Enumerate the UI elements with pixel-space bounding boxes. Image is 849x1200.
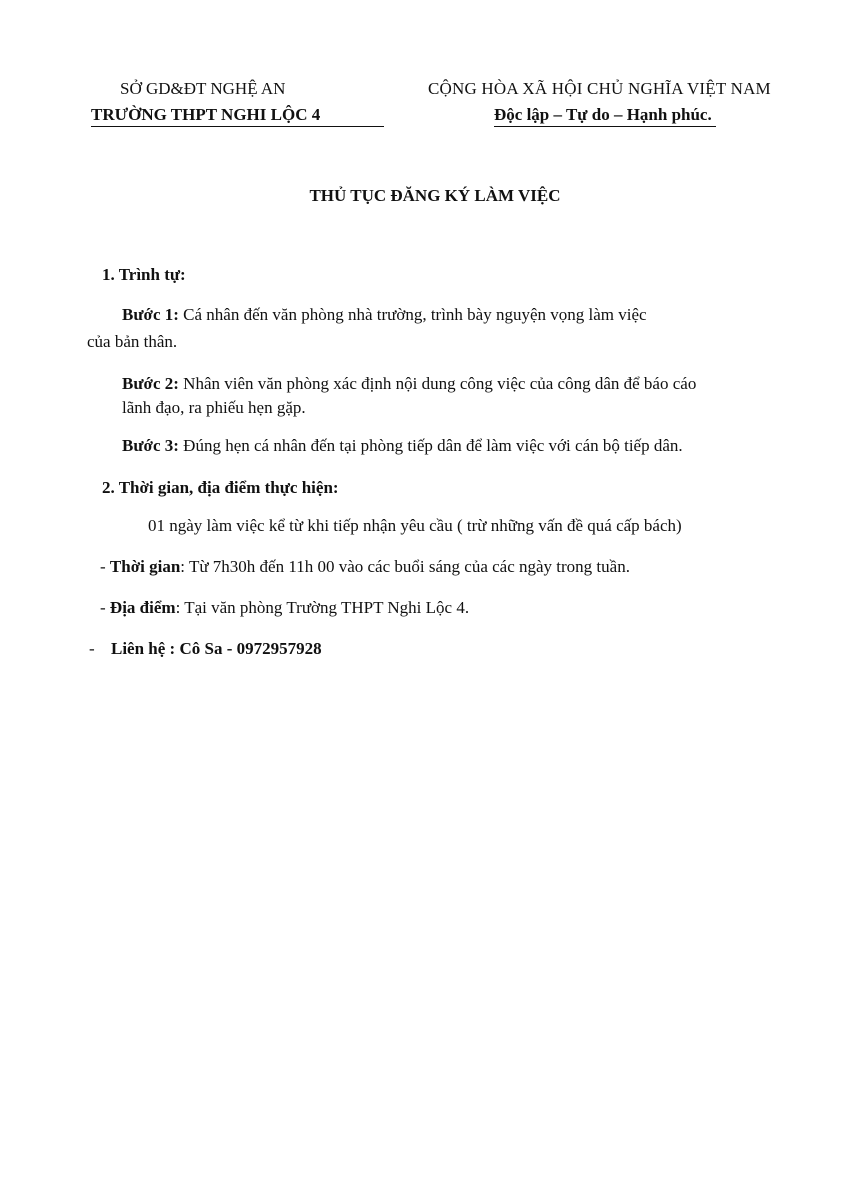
time-prefix: -: [100, 557, 110, 576]
document-title: THỦ TỤC ĐĂNG KÝ LÀM VIỆC: [309, 186, 561, 205]
contact-bullet: -: [89, 639, 95, 658]
step-2-text: Nhân viên văn phòng xác định nội dung công việc của công dân để báo cáo: [178, 374, 697, 393]
step-1: [122, 305, 647, 325]
place-line: [100, 598, 469, 618]
national-title: CỘNG HÒA XÃ HỘI CHỦ NGHĨA VIỆT NAM: [428, 79, 771, 98]
step-1-text-continued: của bản thân.: [87, 332, 178, 351]
school-name: TRƯỜNG THPT NGHI LỘC 4: [91, 105, 321, 124]
section-2-heading: 2. Thời gian, địa điểm thực hiện:: [102, 478, 339, 497]
contact-info: Liên hệ : Cô Sa - 0972957928: [111, 639, 322, 658]
place-text: : Tại văn phòng Trường THPT Nghi Lộc 4.: [175, 598, 470, 617]
time-text: : Từ 7h30h đến 11h 00 vào các buổi sáng của các ngày trong tuần.: [180, 557, 630, 576]
step-3: [122, 436, 683, 456]
school-name-underline: [91, 126, 384, 127]
step-1-text: Cá nhân đến văn phòng nhà trường, trình bày nguyện vọng làm việc: [178, 305, 647, 324]
step-3-label: Bước 3:: [122, 436, 179, 455]
step-2: [122, 374, 696, 394]
time-label: Thời gian: [109, 557, 181, 576]
processing-duration: 01 ngày làm việc kể từ khi tiếp nhận yêu cầu ( trừ những vấn đề quá cấp bách): [148, 516, 682, 535]
section-1-heading: 1. Trình tự:: [102, 265, 186, 284]
place-prefix: -: [100, 598, 110, 617]
department-name: SỞ GD&ĐT NGHỆ AN: [120, 79, 286, 98]
step-2-text-continued: lãnh đạo, ra phiếu hẹn gặp.: [122, 398, 306, 417]
time-line: [100, 557, 630, 577]
place-label: Địa điểm: [109, 598, 176, 617]
national-motto-underline: [494, 126, 716, 127]
step-3-text: Đúng hẹn cá nhân đến tại phòng tiếp dân để làm việc với cán bộ tiếp dân.: [178, 436, 683, 455]
step-2-label: Bước 2:: [122, 374, 179, 393]
national-motto: Độc lập – Tự do – Hạnh phúc.: [494, 105, 712, 124]
step-1-label: Bước 1:: [122, 305, 179, 324]
